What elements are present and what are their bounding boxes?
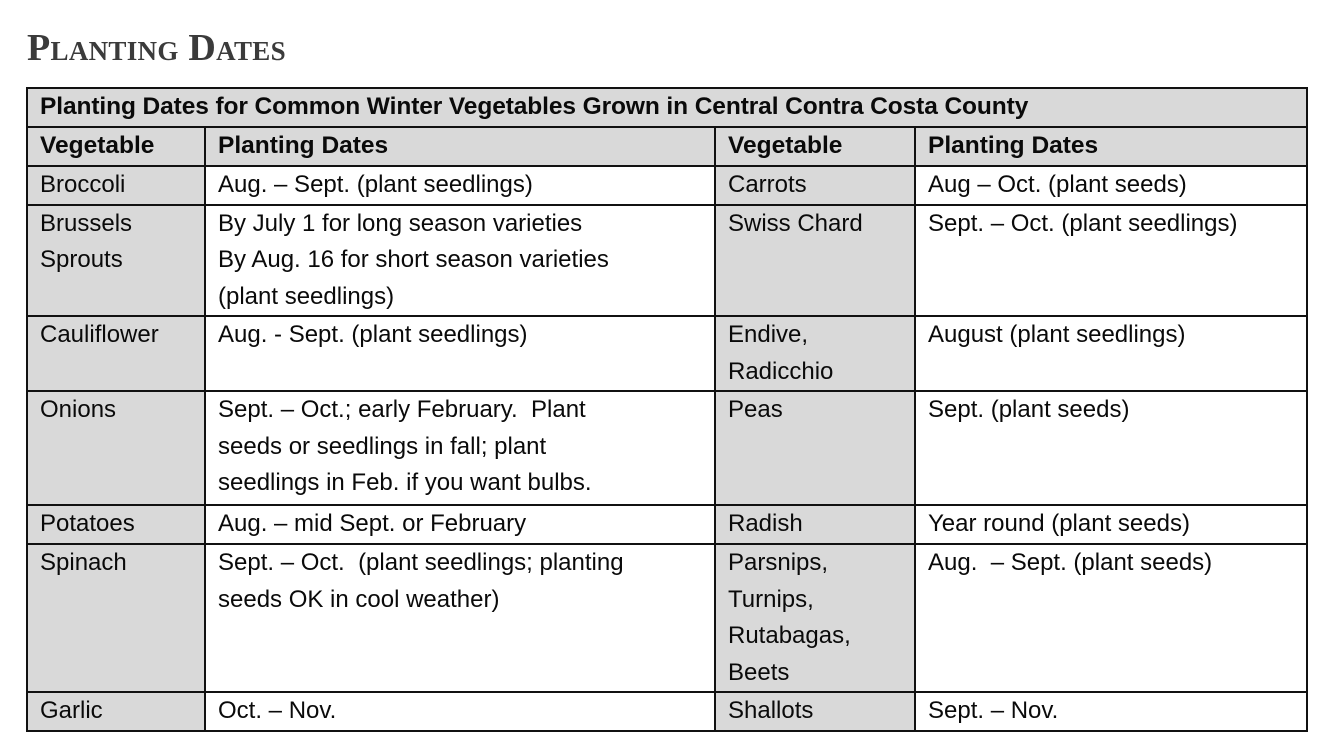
planting-dates-cell bbox=[915, 166, 1307, 205]
planting-dates-cell bbox=[915, 391, 1307, 505]
table-row bbox=[27, 205, 1307, 317]
column-header-vegetable-left: Vegetable bbox=[27, 127, 205, 166]
cell-text-line: Aug. – mid Sept. or February bbox=[218, 510, 527, 537]
table-row bbox=[27, 166, 1307, 205]
cell-text-line: (plant seedlings) bbox=[218, 282, 395, 310]
vegetable-cell bbox=[715, 166, 915, 205]
cell-text-line: Parsnips, bbox=[728, 549, 829, 576]
planting-dates-cell bbox=[915, 692, 1307, 731]
table-row bbox=[27, 692, 1307, 731]
vegetable-cell bbox=[715, 692, 915, 731]
cell-text-line: By July 1 for long season varieties bbox=[218, 209, 583, 237]
planting-dates-cell bbox=[205, 544, 715, 692]
planting-dates-table bbox=[26, 87, 1308, 732]
cell-text-line: Radish bbox=[728, 510, 803, 537]
planting-dates-cell bbox=[205, 205, 715, 317]
table-caption: Planting Dates for Common Winter Vegetables Grown in Central Contra Costa County bbox=[27, 88, 1307, 127]
cell-text-line: Garlic bbox=[40, 697, 103, 724]
cell-text-line: Aug. – Sept. (plant seeds) bbox=[928, 549, 1213, 576]
table-header-row bbox=[27, 127, 1307, 166]
cell-text-line: seeds or seedlings in fall; plant bbox=[218, 432, 547, 460]
planting-dates-cell bbox=[205, 692, 715, 731]
vegetable-cell bbox=[715, 391, 915, 505]
vegetable-cell bbox=[27, 391, 205, 505]
vegetable-cell bbox=[715, 544, 915, 692]
vegetable-cell bbox=[27, 205, 205, 317]
cell-text-line: Carrots bbox=[728, 170, 807, 198]
cell-text-line: Sept. – Oct.; early February. Plant bbox=[218, 396, 586, 423]
planting-dates-cell bbox=[915, 505, 1307, 544]
cell-text-line: By Aug. 16 for short season varieties bbox=[218, 246, 609, 273]
cell-text-line: Peas bbox=[728, 396, 783, 423]
table-caption-row bbox=[27, 88, 1307, 127]
cell-text-line: Radicchio bbox=[728, 357, 834, 385]
table-row bbox=[27, 316, 1307, 391]
cell-text-line: Turnips, bbox=[728, 585, 814, 613]
vegetable-cell bbox=[27, 544, 205, 692]
cell-text-line: Onions bbox=[40, 396, 117, 423]
cell-text-line: Swiss Chard bbox=[728, 209, 863, 237]
cell-text-line: Aug. - Sept. (plant seedlings) bbox=[218, 321, 528, 348]
cell-text-line: seedlings in Feb. if you want bulbs. bbox=[218, 469, 592, 496]
vegetable-cell bbox=[27, 505, 205, 544]
table-row bbox=[27, 391, 1307, 505]
cell-text-line: Sprouts bbox=[40, 246, 123, 273]
cell-text-line: Shallots bbox=[728, 697, 814, 724]
vegetable-cell bbox=[27, 692, 205, 731]
vegetable-cell bbox=[715, 505, 915, 544]
cell-text-line: Broccoli bbox=[40, 170, 126, 198]
cell-text-line: Year round (plant seeds) bbox=[928, 510, 1190, 537]
planting-dates-cell bbox=[915, 544, 1307, 692]
cell-text-line: Spinach bbox=[40, 549, 127, 576]
cell-text-line: Sept. – Oct. (plant seedlings) bbox=[928, 209, 1238, 237]
table-row bbox=[27, 544, 1307, 692]
cell-text-line: Brussels bbox=[40, 209, 133, 237]
planting-dates-cell bbox=[915, 205, 1307, 317]
planting-dates-cell bbox=[205, 505, 715, 544]
vegetable-cell bbox=[715, 205, 915, 317]
table-body bbox=[27, 166, 1307, 732]
cell-text-line: Sept. – Nov. bbox=[928, 697, 1059, 724]
cell-text-line: August (plant seedlings) bbox=[928, 321, 1186, 348]
column-header-planting-dates-left: Planting Dates bbox=[205, 127, 715, 166]
page-heading: Planting Dates bbox=[27, 27, 286, 69]
cell-text-line: Aug – Oct. (plant seeds) bbox=[928, 170, 1187, 198]
planting-dates-cell bbox=[205, 391, 715, 505]
planting-dates-cell bbox=[205, 166, 715, 205]
planting-dates-cell bbox=[205, 316, 715, 391]
vegetable-cell bbox=[27, 166, 205, 205]
planting-dates-cell bbox=[915, 316, 1307, 391]
cell-text-line: seeds OK in cool weather) bbox=[218, 585, 500, 613]
cell-text-line: Oct. – Nov. bbox=[218, 697, 337, 724]
cell-text-line: Endive, bbox=[728, 321, 809, 348]
vegetable-cell bbox=[715, 316, 915, 391]
cell-text-line: Rutabagas, bbox=[728, 622, 851, 649]
cell-text-line: Beets bbox=[728, 658, 790, 686]
cell-text-line: Potatoes bbox=[40, 510, 135, 537]
cell-text-line: Sept. – Oct. (plant seedlings; planting bbox=[218, 549, 624, 576]
cell-text-line: Aug. – Sept. (plant seedlings) bbox=[218, 170, 533, 198]
cell-text-line: Sept. (plant seeds) bbox=[928, 396, 1130, 423]
cell-text-line: Cauliflower bbox=[40, 321, 159, 348]
column-header-planting-dates-right: Planting Dates bbox=[915, 127, 1307, 166]
column-header-vegetable-right: Vegetable bbox=[715, 127, 915, 166]
table-row bbox=[27, 505, 1307, 544]
vegetable-cell bbox=[27, 316, 205, 391]
